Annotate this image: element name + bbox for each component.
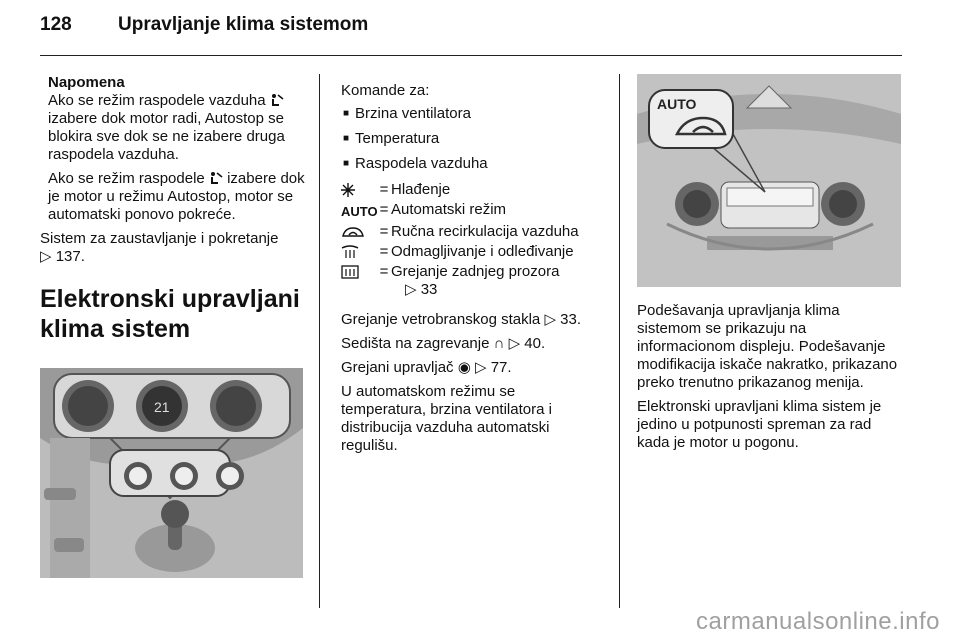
heated-seat-icon: ∩ <box>493 335 505 352</box>
note-text-c: Ako se režim raspodele <box>48 170 205 187</box>
auto-label: AUTO <box>657 96 697 112</box>
right-column <box>637 302 905 458</box>
watermark: carmanualsonline.info <box>696 608 940 635</box>
header-rule <box>40 55 902 56</box>
auto-text: AUTO <box>341 204 378 219</box>
console-drawing <box>40 368 303 578</box>
page-ref-arrow-icon: ▷ <box>40 248 52 265</box>
ref-text: Sedišta na zagrevanje <box>341 335 490 352</box>
recirculation-icon <box>341 223 377 241</box>
note-title: Napomena <box>48 74 125 91</box>
note-box <box>40 74 308 224</box>
ref-page[interactable]: 77. <box>490 359 512 376</box>
note-text-a: Ako se režim raspodele vazduha <box>48 92 266 109</box>
autostop-ref[interactable]: 137. <box>55 248 85 265</box>
page-header <box>40 14 368 36</box>
legend-equals: = <box>379 223 389 240</box>
page-ref-arrow-icon: ▷ <box>475 359 487 376</box>
ref-text: Grejanje vetrobranskog stakla <box>341 311 541 328</box>
snowflake-icon <box>341 181 377 199</box>
windscreen-defrost-icon <box>341 243 377 261</box>
note-text-b: izabere dok motor radi, Autostop se blokira sve dok se ne izabere druga raspodela vazduha. <box>48 110 285 163</box>
heading-line-1: Elektronski upravljani <box>40 285 300 313</box>
legend-ref[interactable]: 33 <box>420 281 438 298</box>
section-heading <box>40 284 308 344</box>
legend-label: Hlađenje <box>391 181 451 198</box>
note-text-d: izabere dok je motor u režimu Autostop, motor se automatski ponovo pokreće. <box>48 170 305 223</box>
heated-wheel-icon: ◉ <box>457 359 471 376</box>
symbol-legend <box>341 181 603 299</box>
climate-panel-illustration <box>637 74 901 287</box>
legend-label: Odmagljivanje i odleđivanje <box>391 243 574 260</box>
legend-label: Ručna recirkulacija vazduha <box>391 223 579 240</box>
climate-console-illustration <box>40 368 303 578</box>
air-distribution-icon <box>270 93 284 107</box>
display-settings-paragraph: Podešavanja upravljanja klima sistemom se prikazuju na informacionom displeju. Podešavanje modifikacija iskače nakratko, prikazano preko trenutno prikazanog menija. <box>637 302 898 391</box>
legend-entry <box>391 263 603 299</box>
page-ref-arrow-icon: ▷ <box>508 335 521 352</box>
page-ref-arrow-icon: ▷ <box>405 281 417 298</box>
autostop-text: Sistem za zaustavljanje i pokretanje <box>40 230 279 247</box>
air-distribution-icon <box>209 171 223 185</box>
legend-label: Automatski režim <box>391 201 507 218</box>
engine-ready-paragraph: Elektronski upravljani klima sistem je jedino u potpunosti spreman za rad kada je motor u pogonu. <box>637 398 882 451</box>
page-number: 128 <box>40 14 72 35</box>
list-item: ■ Raspodela vazduha <box>341 152 603 177</box>
page-title: Upravljanje klima sistemom <box>118 14 369 35</box>
auto-mode-paragraph: U automatskom režimu se temperatura, brzina ventilatora i distribucija vazduha automatski regulišu. <box>341 383 552 454</box>
column-divider-1 <box>319 74 320 608</box>
column-divider-2 <box>619 74 620 608</box>
ref-text: Grejani upravljač <box>341 359 454 376</box>
left-column <box>40 74 308 358</box>
legend-equals: = <box>379 263 389 280</box>
ref-page[interactable]: 40. <box>524 335 546 352</box>
middle-column <box>341 82 603 461</box>
legend-equals: = <box>379 201 389 218</box>
controls-intro: Komande za: <box>341 82 430 99</box>
heading-line-2: klima sistem <box>40 315 191 343</box>
legend-label: Grejanje zadnjeg prozora <box>391 263 560 280</box>
list-item: ■ Brzina ventilatora <box>341 102 603 127</box>
legend-equals: = <box>379 243 389 260</box>
svg-text:21: 21 <box>154 399 170 415</box>
controls-list <box>341 102 603 177</box>
rear-window-heat-icon <box>341 263 377 299</box>
page-ref-arrow-icon: ▷ <box>544 311 556 328</box>
list-item: ■ Temperatura <box>341 127 603 152</box>
legend-equals: = <box>379 181 389 198</box>
ref-page[interactable]: 33. <box>560 311 582 328</box>
